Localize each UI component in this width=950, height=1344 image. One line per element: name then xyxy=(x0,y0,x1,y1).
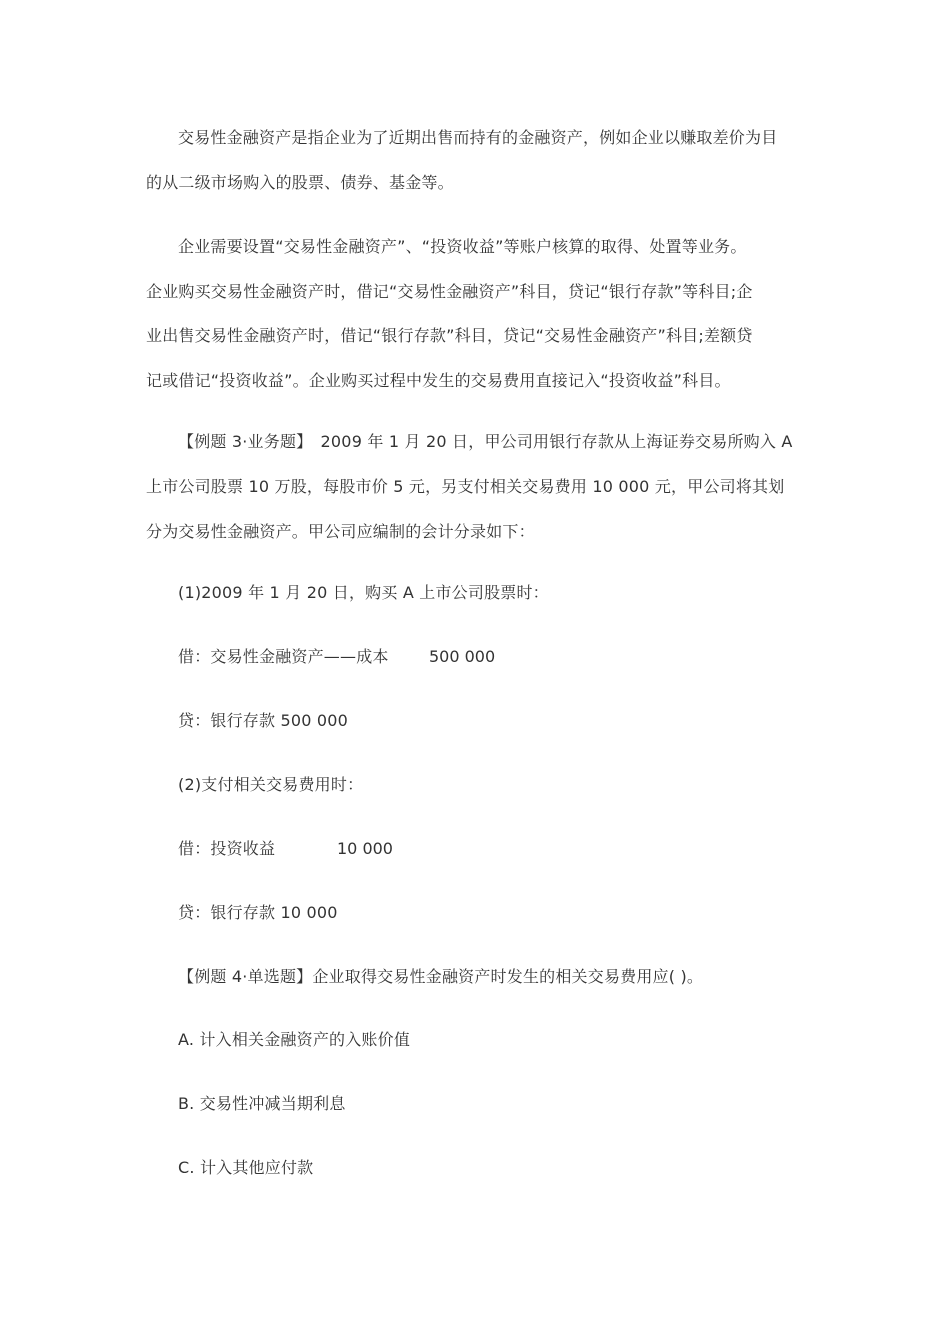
option-c: C. 计入其他应付款 xyxy=(178,1158,314,1177)
credit-2-line: 贷：银行存款 10 000 xyxy=(178,903,338,922)
paragraph-2-line-2: 企业购买交易性金融资产时，借记“交易性金融资产”科目，贷记“银行存款”等科目;企 xyxy=(146,282,753,301)
paragraph-2-line-1: 企业需要设置“交易性金融资产”、“投资收益”等账户核算的取得、处置等业务。 xyxy=(178,237,747,256)
example-3-line-2: 上市公司股票 10 万股，每股市价 5 元，另支付相关交易费用 10 000 元，甲公司将其划 xyxy=(146,477,785,496)
credit-1-line: 贷：银行存款 500 000 xyxy=(178,711,349,730)
example-3-line-3: 分为交易性金融资产。甲公司应编制的会计分录如下： xyxy=(146,522,535,541)
paragraph-1-line-2: 的从二级市场购入的股票、债券、基金等。 xyxy=(146,173,454,192)
step-1-heading: (1)2009 年 1 月 20 日，购买 A 上市公司股票时： xyxy=(178,583,549,602)
step-2-heading: (2)支付相关交易费用时： xyxy=(178,775,364,794)
option-a: A. 计入相关金融资产的入账价值 xyxy=(178,1030,411,1049)
debit-2-amount: 10 000 xyxy=(337,839,393,858)
option-b: B. 交易性冲减当期利息 xyxy=(178,1094,346,1113)
question-4-stem: 【例题 4·单选题】企业取得交易性金融资产时发生的相关交易费用应( )。 xyxy=(178,967,704,986)
paragraph-2-line-3: 业出售交易性金融资产时，借记“银行存款”科目，贷记“交易性金融资产”科目;差额贷 xyxy=(146,326,753,345)
paragraph-1-line-1: 交易性金融资产是指企业为了近期出售而持有的金融资产，例如企业以赚取差价为目 xyxy=(178,128,778,147)
debit-1-label: 借：交易性金融资产——成本 xyxy=(178,647,389,666)
debit-2-label: 借：投资收益 xyxy=(178,839,276,858)
paragraph-2-line-4: 记或借记“投资收益”。企业购买过程中发生的交易费用直接记入“投资收益”科目。 xyxy=(146,371,731,390)
debit-1-amount: 500 000 xyxy=(429,647,496,666)
example-3-line-1: 【例题 3·业务题】 2009 年 1 月 20 日，甲公司用银行存款从上海证券交易所购入 A xyxy=(178,432,793,451)
